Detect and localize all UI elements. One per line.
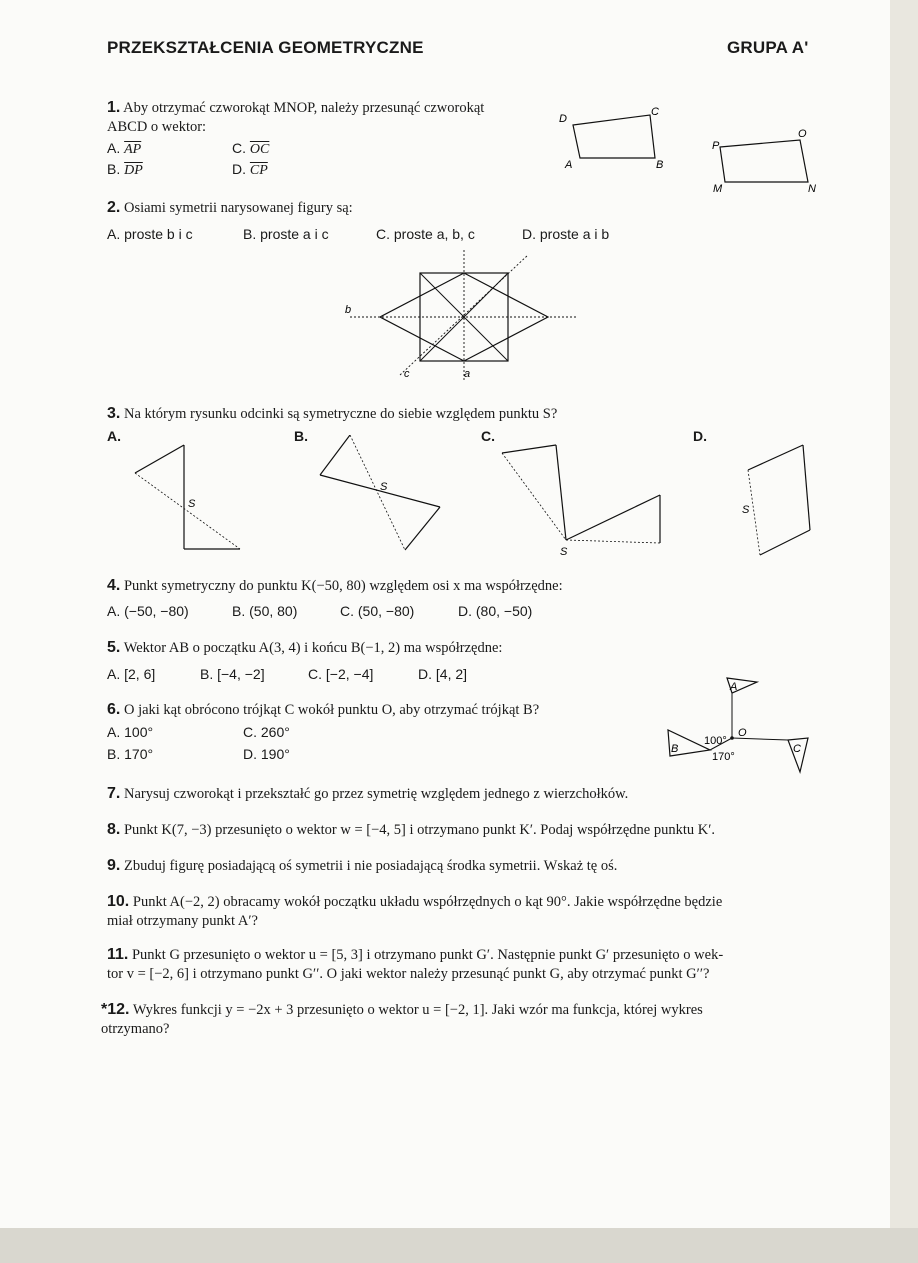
q4-option-b: B. (50, 80) (232, 603, 298, 619)
q5-option-a: A. [2, 6] (107, 666, 156, 682)
q2-option-d: D. proste a i b (522, 226, 610, 242)
scan-bottom-strip (0, 1228, 918, 1263)
q1-quadrilaterals-figure (550, 100, 840, 200)
group-label: GRUPA A' (727, 38, 809, 57)
question-5-text: Wektor AB o początku A(3, 4) i końcu B(−1, 2) ma współrzędne: (123, 640, 503, 656)
label-d: D (559, 113, 567, 125)
q3-option-b: B. (294, 428, 308, 444)
question-8-text: Punkt K(7, −3) przesunięto o wektor w = [−4, 5] i otrzymano punkt K′. Podaj współrzędne punktu K′. (123, 822, 716, 838)
question-7-text: Narysuj czworokąt i przekształć go przez symetrię względem jednego z wierzchołków. (123, 786, 629, 802)
question-6-text: O jaki kąt obrócono trójkąt C wokół punktu O, aby otrzymać trójkąt B? (123, 702, 540, 718)
question-4: 4. Punkt symetryczny do punktu K(−50, 80) względem osi x ma współrzędne: (107, 577, 563, 594)
label-b: B (656, 159, 664, 171)
svg-text:100°: 100° (704, 735, 727, 747)
q6-option-d: D. 190° (243, 746, 290, 762)
q2-option-b: B. proste a i c (243, 226, 329, 242)
question-11: 11. Punkt G przesunięto o wektor u = [5, 3] i otrzymano punkt G′. Następnie punkt G′ przesunięto o wek- tor v = [−2, 6] i otrzymano punkt G′′. O jaki wektor należy przesunąć punkt G, aby otrzymać punkt G′′? (107, 946, 724, 982)
question-10: 10. Punkt A(−2, 2) obracamy wokół początku układu współrzędnych o kąt 90°. Jakie współrzędne będzie miał otrzymany punkt A′? (107, 893, 723, 929)
question-9: 9. Zbuduj figurę posiadającą oś symetrii i nie posiadającą środka symetrii. Wskaż tę oś. (107, 857, 618, 874)
question-2-text: Osiami symetrii narysowanej figury są: (123, 200, 353, 216)
question-1: 1. Aby otrzymać czworokąt MNOP, należy przesunąć czworokąt ABCD o wektor: (107, 99, 485, 135)
svg-text:b: b (345, 304, 352, 316)
svg-text:O: O (738, 727, 747, 739)
q5-option-c: C. [−2, −4] (308, 666, 374, 682)
svg-text:B: B (671, 743, 679, 755)
svg-text:C: C (793, 743, 801, 755)
question-4-text: Punkt symetryczny do punktu K(−50, 80) względem osi x ma współrzędne: (123, 578, 563, 594)
label-p: P (712, 140, 720, 152)
svg-text:170°: 170° (712, 751, 735, 763)
svg-text:S: S (742, 504, 750, 516)
label-o: O (798, 128, 807, 140)
q2-option-c: C. proste a, b, c (376, 226, 475, 242)
question-12: *12. Wykres funkcji y = −2x + 3 przesunięto o wektor u = [−2, 1]. Jaki wzór ma funkcja, której wykres otrzymano? (101, 1001, 703, 1037)
q4-option-a: A. (−50, −80) (107, 603, 189, 619)
label-a: A (565, 159, 573, 171)
question-9-text: Zbuduj figurę posiadającą oś symetrii i nie posiadającą środka symetrii. Wskaż tę oś. (123, 858, 618, 874)
q6-rotation-figure (660, 668, 820, 778)
question-3-text: Na którym rysunku odcinki są symetryczne do siebie względem punktu S? (123, 406, 558, 422)
q3-option-c: C. (481, 428, 495, 444)
q1-option-d: D. $\overline{CP}$ (232, 161, 268, 178)
svg-text:a: a (464, 368, 471, 380)
q6-option-a: A. 100° (107, 724, 154, 740)
question-5: 5. Wektor AB o początku A(3, 4) i końcu B(−1, 2) ma współrzędne: (107, 639, 503, 656)
q3-option-a: A. (107, 428, 121, 444)
svg-text:A: A (730, 681, 738, 693)
svg-text:S: S (560, 546, 568, 558)
svg-text:S: S (188, 498, 196, 510)
q4-option-c: C. (50, −80) (340, 603, 415, 619)
page-title: PRZEKSZTAŁCENIA GEOMETRYCZNE (107, 38, 424, 57)
question-2: 2. Osiami symetrii narysowanej figury są: (107, 199, 353, 216)
q2-star-figure (340, 245, 580, 385)
q4-option-d: D. (80, −50) (458, 603, 533, 619)
q3-segments-figure (120, 435, 840, 565)
q1-option-c: C. $\overline{OC}$ (232, 140, 270, 157)
q5-option-d: D. [4, 2] (418, 666, 468, 682)
question-3: 3. Na którym rysunku odcinki są symetryczne do siebie względem punktu S? (107, 405, 558, 422)
q6-option-c: C. 260° (243, 724, 290, 740)
label-m: M (713, 183, 723, 195)
quadrilateral-abcd (573, 115, 655, 158)
svg-text:S: S (380, 481, 388, 493)
q2-option-a: A. proste b i c (107, 226, 193, 242)
q6-option-b: B. 170° (107, 746, 154, 762)
page-edge (890, 0, 918, 1263)
label-n: N (808, 183, 816, 195)
question-7: 7. Narysuj czworokąt i przekształć go przez symetrię względem jednego z wierzchołków. (107, 785, 629, 802)
q1-option-b: B. $\overline{DP}$ (107, 161, 143, 178)
quadrilateral-mnop (720, 140, 808, 182)
q5-option-b: B. [−4, −2] (200, 666, 265, 682)
svg-text:c: c (404, 368, 410, 380)
q3-option-d: D. (693, 428, 707, 444)
question-6: 6. O jaki kąt obrócono trójkąt C wokół punktu O, aby otrzymać trójkąt B? (107, 701, 540, 718)
q1-option-a: A. $\overline{AP}$ (107, 140, 142, 157)
question-1-text: Aby otrzymać czworokąt MNOP, należy przesunąć czworokąt ABCD o wektor: (107, 100, 485, 135)
label-c: C (651, 106, 659, 118)
question-8: 8. Punkt K(7, −3) przesunięto o wektor w = [−4, 5] i otrzymano punkt K′. Podaj współrzędne punktu K′. (107, 821, 716, 838)
